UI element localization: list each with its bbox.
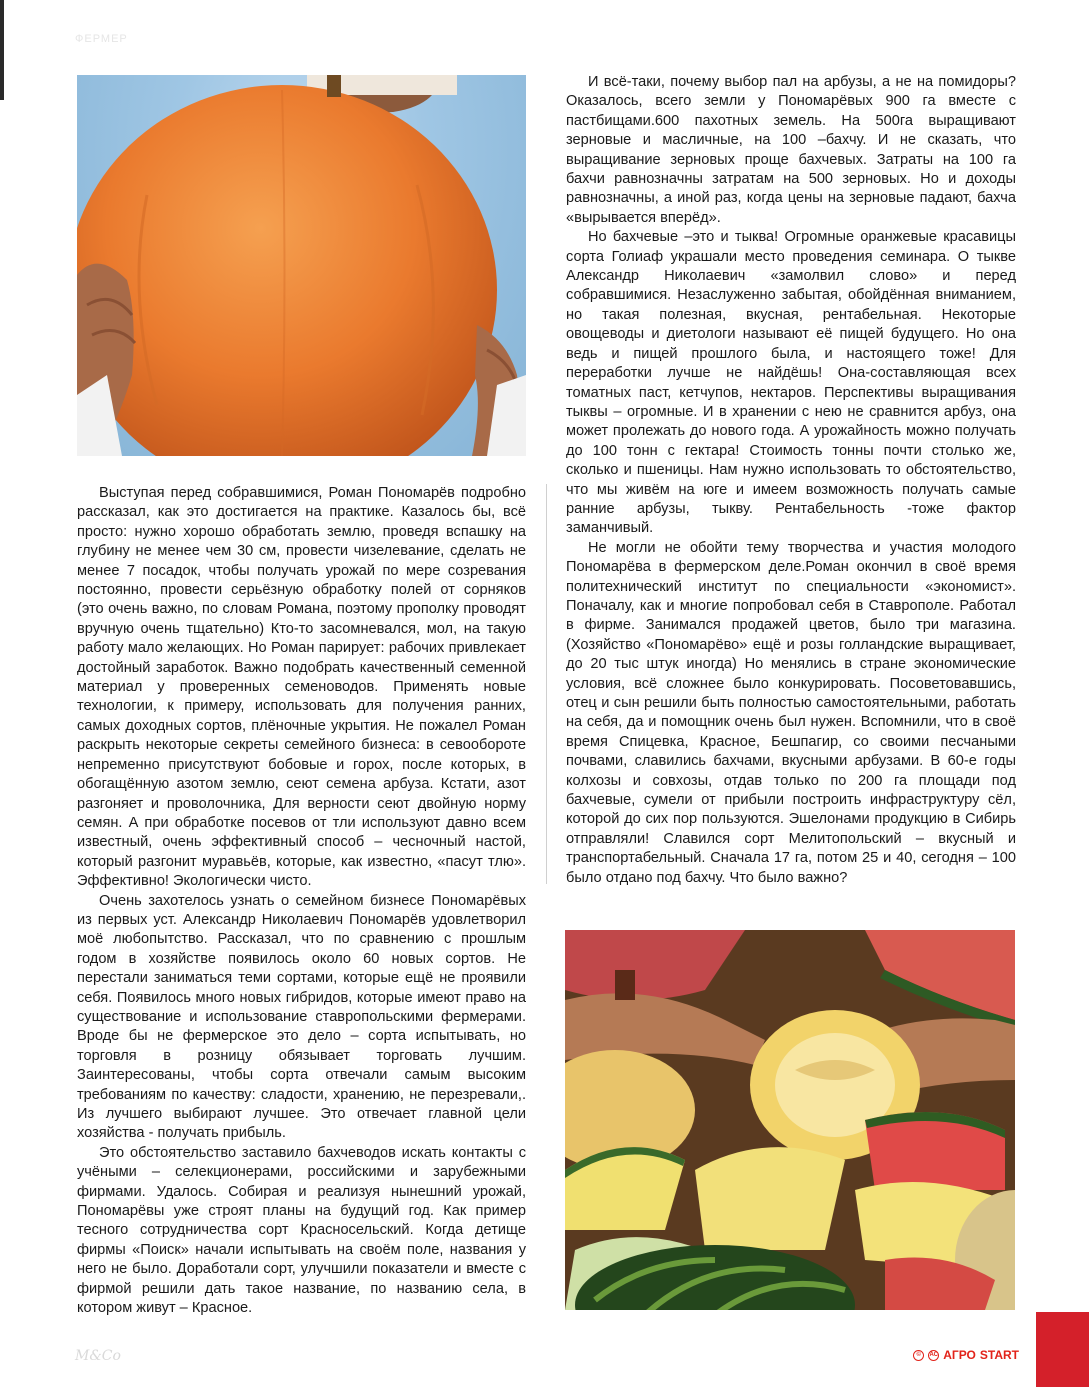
logo-start: START [979, 1348, 1019, 1362]
left-text-column [77, 484, 526, 1318]
paragraph: И всё-таки, почему выбор пал на арбузы, а не на помидоры? Оказалось, всего земли у Пономарёвых 900 га вместе с пастбищами.600 пахотных земель. На 500га выращивают зерновые и масличные, на 100 –бахчу. И не сказать, что выращивание зерновых проще бахчевых. Затраты на 100 га бахчи равнозначны затратам на 500 зерновых. Но и доходы равнозначны, а иной раз, когда цены на зерновые падают, бахча «вырывается вперёд». [566, 74, 1016, 226]
column-divider [546, 484, 547, 884]
pumpkin-illustration [77, 75, 526, 456]
right-text-column [566, 73, 1016, 888]
logo-badge-icon: АС [928, 1350, 939, 1361]
left-edge-bar [0, 0, 4, 100]
footer-signature: М&Со [75, 1348, 121, 1364]
paragraph: Не могли не обойти тему творчества и участия молодого Пономарёва в фермерском деле.Роман окончил в своё время политехнический институт по специальности «экономист». Поначалу, как и многие попробовал себя в Ставрополе. Работал в фирме. Занимался продажей цветов, было три магазина. (Хозяйство «Пономарёво» ещё и розы голландские выращивает, до 20 тыс штук иногда) Но менялись в стране экономические условия, всё сложнее было конкурировать. Посоветовавшись, отец и сын решили быть полностью самостоятельными, работать на себя, да и помощник очень был нужен. Вспомнили, что в своё время Спицевка, Красное, Бешпагир, со своими песчаными почвами, славились бахчами, вкусными арбузами. В 60-е годы колхозы и совхозы, отдав только по 200 га площади под бахчевые, сумели от прибыли построить инфраструктуру сёл, которой до сих пор пользуются. Эшелонами продукцию в Сибирь отправляли! Славился сорт Мелитопольский – вкусный и транспортабельный. Сначала 17 га, потом 25 и 40, сегодня – 100 было отдано под бахчу. Что было важно? [566, 539, 1016, 886]
paragraph: Это обстоятельство заставило бахчеводов искать контакты с учёными – селекционерами, российскими и зарубежными фирмами. Удалось. Собирая и реализуя нынешний урожай, Пономарёвы уже строят планы на будущий год. Как пример тесного сотрудничества сорт Красносельский. Когда детище фирмы «Поиск» начали испытывать на своём поле, названия у него не было. Доработали сорт, улучшили показатели и вместе с фирмой решили дать такое название, по названию села, в котором живут – Красное. [77, 1144, 526, 1317]
pumpkin-photo [77, 75, 526, 456]
magazine-logo [913, 1348, 1019, 1362]
paragraph: Но бахчевые –это и тыква! Огромные оранжевые красавицы сорта Голиаф украшали место проведения семинара. О тыкве Александр Николаевич «замолвил слово» и перед собравшимися. Незаслуженно забытая, обойдённая вниманием, но такая полезная, вкусная, рентабельная. Некоторые овощеводы и диетологи называют её пищей будущего. Но она ведь и пищей прошлого была, и настоящего тоже! Для переработки лучше не найдёшь! Она-составляющая всех томатных паст, кетчупов, нектаров. Перспективы выращивания тыквы – огромные. И в хранении с нею не сравнится арбуз, она может пролежать до нового года. А урожайность можно получать до 100 тонн с гектара! Стоимость тонны почти столько же, сколько и пшеницы. Нам нужно использовать то обстоятельство, что мы живём на юге и имеем возможность получать самые ранние арбузы, тыкву. Рентабельность -тоже фактор заманчивый. [566, 229, 1016, 537]
paragraph: Очень захотелось узнать о семейном бизнесе Пономарёвых из первых уст. Александр Николаевич Пономарёв удовлетворил моё любопытство. Рассказал, что по сравнению с прошлым годом в хозяйстве появилось около 60 новых сортов. Не перестали заниматься теми сортами, которые ещё не проявили себя. Появилось много новых гибридов, которые имеют право на существование и использование ставропольскими фермерами. Вроде бы не фермерское это дело – сорта испытывать, но торговля в розницу обязывает торговать лучшим. Заинтересованы, чтобы сорта отвечали самым высоким требованиям по качеству: сладости, хранению, не перезревали,. Из лучшего выбирают лучшее. Это отвечает главной цели хозяйства - получать прибыль. [77, 892, 526, 1142]
page-edge-tab [1036, 1312, 1089, 1387]
copyright-icon: © [913, 1350, 924, 1361]
melons-photo [565, 930, 1015, 1310]
section-header: ФЕРМЕР [75, 33, 128, 45]
logo-agro: АГРО [943, 1348, 976, 1362]
melons-illustration [565, 930, 1015, 1310]
paragraph: Выступая перед собравшимися, Роман Пономарёв подробно рассказал, как это достигается на практике. Казалось бы, всё просто: нужно хорошо обработать землю, проведя вспашку на глубину не менее чем 30 см, провести чизелевание, сделать не менее 7 посадок, чтобы получать урожай по мере созревания постоянно, провести серьёзную обработку полей от сорняков (это очень важно, по словам Романа, поэтому прополку проводят вручную очень тщательно) Кто-то засомневался, мол, на такую работу мало желающих. Но Роман парирует: рабочих привлекает достойный заработок. Важно подобрать качественный семенной материал у проверенных семеноводов. Применять новые технологии, к примеру, использовать для получения ранних, самых доходных сортов, плёночные укрытия. Не пожалел Роман раскрыть некоторые секреты семейного бизнеса: в севообороте непременно присутствуют бобовые и горох, после которых, в обогащённую азотом землю, сеют семена арбуза. Кстати, азот разгоняет и проволочника, Для верности сеют двойную норму семян. А при обработке посевов от тли используют давно всем известный, очень эффективный способ – чесночный настой, который разгонит муравьёв, которые, как известно, «пасут тлю». Эффективно! Экологически чисто. [77, 485, 526, 890]
